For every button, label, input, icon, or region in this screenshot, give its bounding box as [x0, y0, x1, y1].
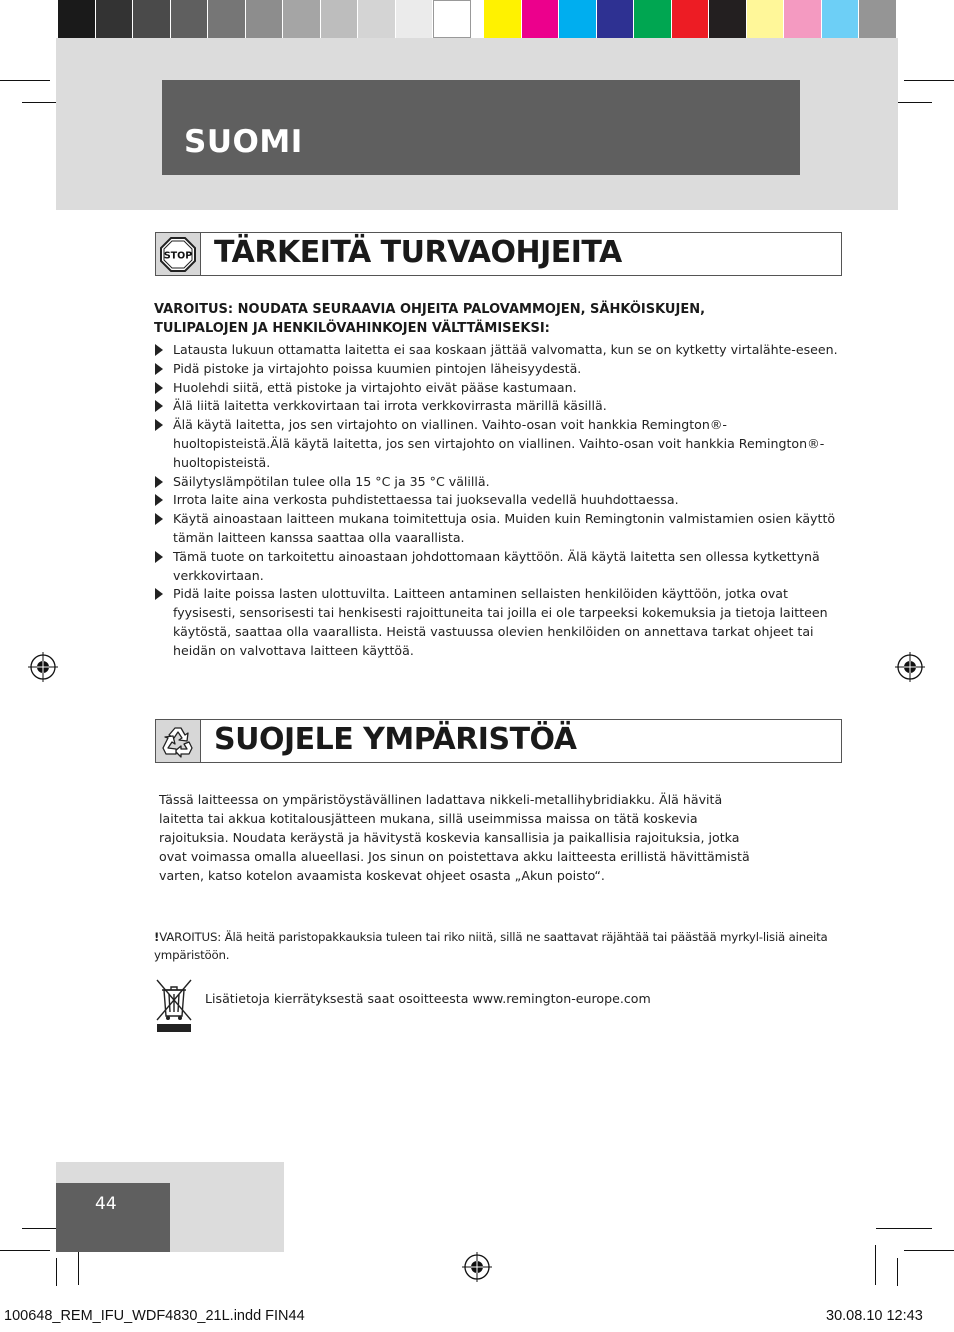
battery-warning [154, 928, 844, 964]
list-item [154, 473, 844, 492]
list-item-text: Tämä tuote on tarkoitettu ainoastaan johdottomaan käyttöön. Älä käytä laitetta sen ollessa kytkettynä verkkovirtaan. [173, 548, 820, 583]
safety-warning-heading [154, 300, 844, 338]
list-item [154, 341, 844, 360]
svg-text:STOP: STOP [163, 250, 193, 262]
bullet-arrow-icon [155, 476, 163, 488]
file-slug: 100648_REM_IFU_WDF4830_21L.indd FIN44 [4, 1308, 305, 1324]
color-swatch [283, 0, 321, 38]
environment-title: SUOJELE YMPÄRISTÖÄ [214, 722, 577, 757]
color-swatch [522, 0, 560, 38]
list-item-text: Huolehdi siitä, että pistoke ja virtajohto eivät pääse kastumaan. [173, 379, 577, 395]
list-item-text: Käytä ainoastaan laitteen mukana toimitettuja osia. Muiden kuin Remingtonin valmistamien osien käyttö tämän laitteen kanssa saattaa olla vaarallista. [173, 511, 836, 545]
list-item [154, 416, 844, 472]
bullet-arrow-icon [155, 344, 163, 356]
bullet-arrow-icon [155, 551, 163, 563]
crop-mark [0, 80, 50, 81]
grey-calibration-strip [58, 0, 471, 38]
environment-paragraph: Tässä laitteessa on ympäristöystävällinen ladattava nikkeli-metallihybridiakku. Älä hävitä laitetta tai akkua kotitalousjätteen mukana, sillä useimmissa maissa on tätä koskevia rajoituksia. Noudata keräystä ja hävitystä koskevia kansallisia ja paikallisia rajoituksia, jotka ovat voimassa omalla alueellasi. Jos sinun on poistettava akku laitteesta erillistä hävittämistä varten, katso kotelon avaamista koskevat ohjeet osasta „Akun poisto“. [159, 792, 750, 883]
registration-mark-icon [895, 652, 925, 682]
color-calibration-strip [484, 0, 897, 38]
list-item [154, 397, 844, 416]
color-swatch [484, 0, 522, 38]
battery-warning-label: VAROITUS: [159, 930, 222, 944]
recycle-icon [156, 720, 200, 762]
bullet-arrow-icon [155, 588, 163, 600]
crop-mark [0, 1250, 50, 1251]
list-item-text: Älä liitä laitetta verkkovirtaan tai irrota verkkovirrasta märillä käsillä. [173, 398, 607, 414]
color-swatch [358, 0, 396, 38]
list-item [154, 491, 844, 510]
color-swatch [433, 0, 471, 38]
bullet-arrow-icon [155, 419, 163, 431]
color-swatch [58, 0, 96, 38]
battery-warning-text: Älä heitä paristopakkauksia tuleen tai riko niitä, sillä ne saattavat räjähtää tai päästää myrkyl-lisiä aineita ympäristöön. [154, 930, 828, 962]
safety-icon-box [156, 233, 201, 275]
bullet-arrow-icon [155, 363, 163, 375]
list-item-text: Säilytyslämpötilan tulee olla 15 °C ja 35 °C välillä. [173, 473, 490, 489]
color-swatch [396, 0, 434, 38]
bullet-arrow-icon [155, 400, 163, 412]
color-swatch [96, 0, 134, 38]
list-item [154, 585, 844, 660]
color-swatch [597, 0, 635, 38]
warning-icon: ! [154, 930, 160, 944]
list-item-text: Älä käytä laitetta, jos sen virtajohto on viallinen. Vaihto-osan voit hankkia Remington®-huoltopisteistä.Älä käytä laitetta, jos sen virtajohto on viallinen. Vaihto-osan voit hankkia Remington®-huoltopisteistä. [173, 417, 825, 470]
registration-mark-icon [462, 1252, 492, 1282]
environment-icon-box [156, 720, 201, 762]
color-swatch [246, 0, 284, 38]
crop-mark [876, 1228, 932, 1229]
crop-mark [56, 1258, 57, 1286]
list-item [154, 510, 844, 548]
recycling-info: Lisätietoja kierrätyksestä saat osoitteesta www.remington-europe.com [205, 991, 651, 1006]
list-item-text: Pidä laite poissa lasten ulottuvilta. Laitteen antaminen sellaisten henkilöiden käyttöön, jotka ovat fyysisesti, sensorisesti tai henkisesti rajoittuneita tai joilla ei ole tarpeeksi kokemuksia ja tietoja laitteen käytöstä, saattaa olla vaarallista. Heistä vastuussa olevien henkilöiden on annettava tarkat ohjeet tai heidän on valvottava laitteen käyttöä. [173, 586, 828, 658]
warning-line: TULIPALOJEN JA HENKILÖVAHINKOJEN VÄLTTÄMISEKSI: [154, 321, 550, 336]
color-swatch [709, 0, 747, 38]
color-swatch [321, 0, 359, 38]
crop-mark [904, 80, 954, 81]
color-swatch [171, 0, 209, 38]
safety-section-heading [155, 232, 842, 276]
bullet-arrow-icon [155, 494, 163, 506]
color-swatch [784, 0, 822, 38]
color-swatch [559, 0, 597, 38]
bullet-arrow-icon [155, 513, 163, 525]
bullet-arrow-icon [155, 382, 163, 394]
crossed-bin-icon [154, 976, 194, 1034]
crop-mark [904, 1250, 954, 1251]
color-swatch [747, 0, 785, 38]
list-item-text: Latausta lukuun ottamatta laitetta ei saa koskaan jättää valvomatta, kun se on kytketty virtalähte-eseen. [173, 342, 838, 357]
list-item [154, 379, 844, 398]
color-swatch [133, 0, 171, 38]
color-swatch [208, 0, 246, 38]
list-item-text: Pidä pistoke ja virtajohto poissa kuumien pintojen läheisyydestä. [173, 360, 582, 376]
environment-section-heading [155, 719, 842, 763]
crop-mark [897, 1258, 898, 1286]
list-item [154, 360, 844, 379]
warning-line: VAROITUS: NOUDATA SEURAAVIA OHJEITA PALOVAMMOJEN, SÄHKÖISKUJEN, [154, 302, 706, 317]
color-swatch [822, 0, 860, 38]
list-item-text: Irrota laite aina verkosta puhdistettaessa tai juoksevalla vedellä huuhdottaessa. [173, 492, 679, 508]
color-swatch [859, 0, 897, 38]
list-item [154, 548, 844, 586]
stop-sign-icon [156, 233, 200, 275]
crop-mark [875, 1245, 876, 1285]
safety-title: TÄRKEITÄ TURVAOHJEITA [214, 235, 622, 270]
safety-instructions-list [154, 341, 844, 661]
print-timestamp: 30.08.10 12:43 [826, 1308, 923, 1324]
language-title: SUOMI [184, 124, 303, 160]
color-swatch [672, 0, 710, 38]
color-swatch [634, 0, 672, 38]
page-number: 44 [95, 1194, 117, 1214]
registration-mark-icon [28, 652, 58, 682]
